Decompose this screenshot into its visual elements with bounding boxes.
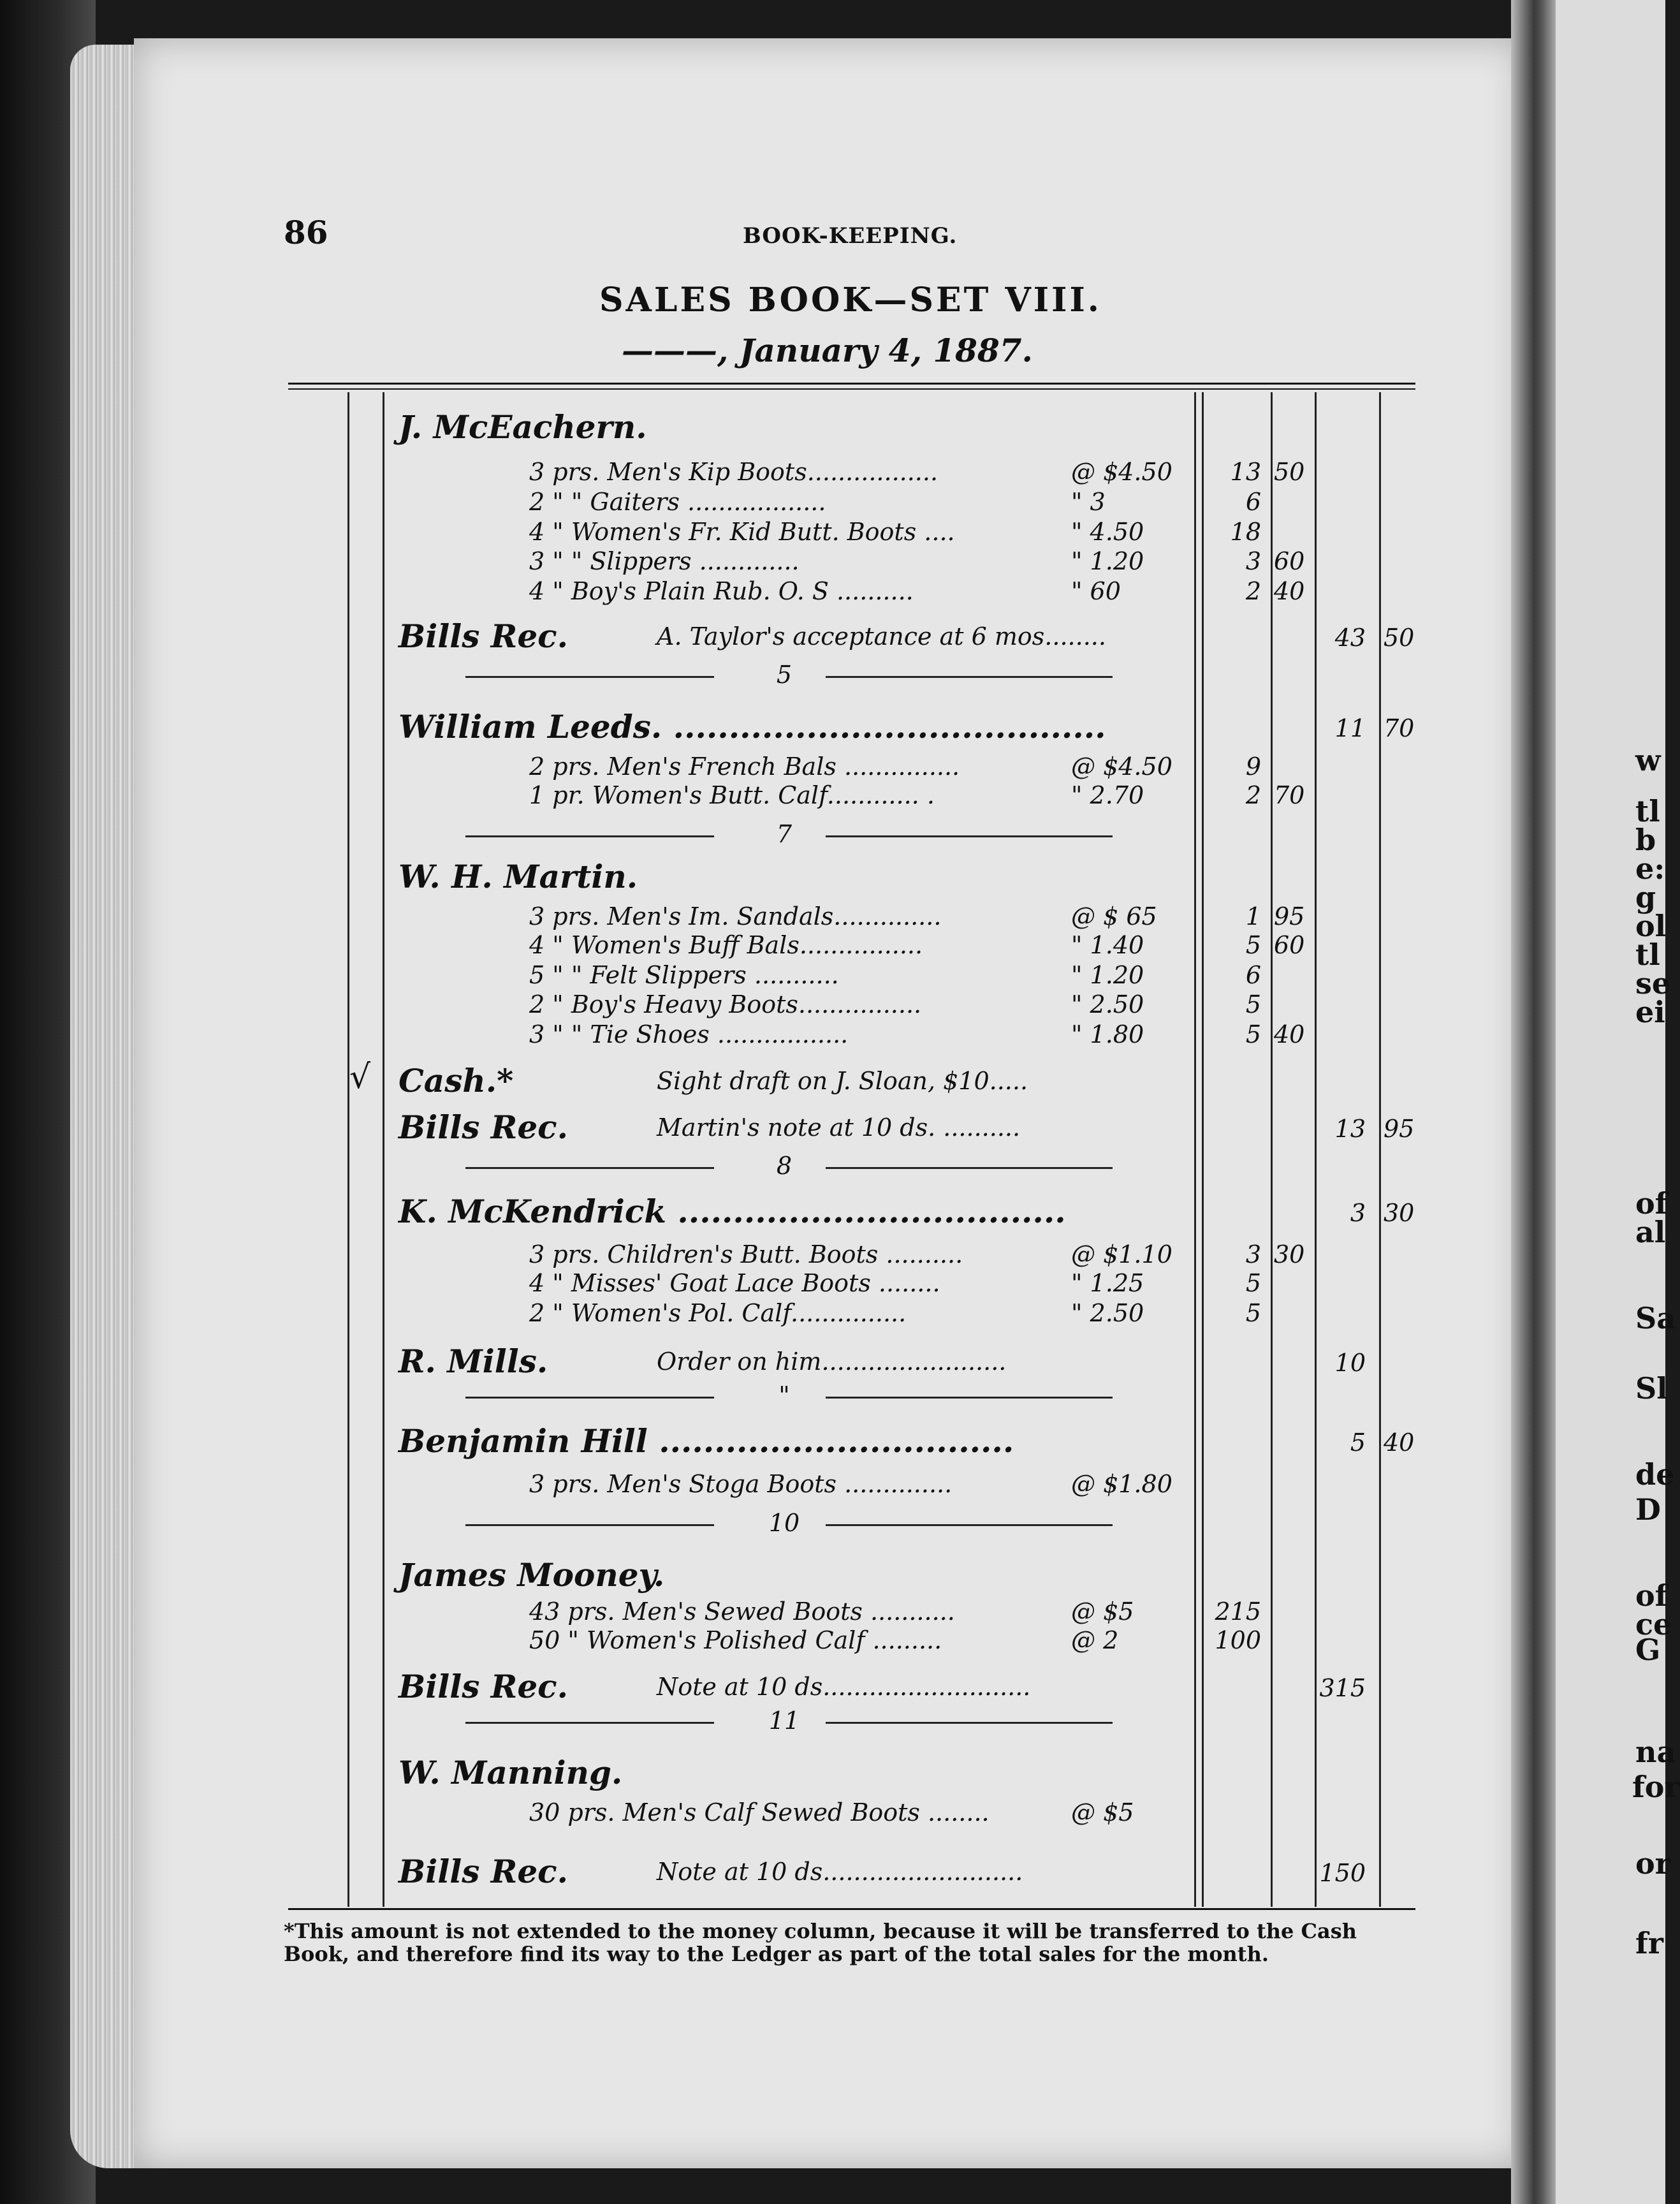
line-item-cents: 70 [1274,781,1305,809]
customer-name: J. McEachern. [398,408,647,446]
line-item-description: 30 prs. Men's Calf Sewed Boots ........ [529,1798,990,1826]
page-number: 86 [284,214,328,251]
customer-name: K. McKendrick ................................... [398,1193,1066,1230]
line-item-rate: @ $1.10 [1071,1240,1172,1268]
footnote: *This amount is not extended to the money column, because it will be transferred to the Cash Book, and therefore find its way to the Ledger as part of the total sales for the month. [284,1919,1357,1966]
account-name: Bills Rec. [398,1108,569,1146]
line-item-description: 2 " Boy's Heavy Boots................ [529,990,922,1018]
day-label: " [778,1381,790,1409]
line-item-description: 4 " Women's Buff Bals................ [529,931,923,959]
facing-page-fragment: Sl [1635,1371,1668,1406]
day-label: 11 [768,1707,800,1735]
day-label: 5 [776,661,793,689]
line-item-dollars: 6 [1245,961,1261,989]
line-item-dollars: 1 [1245,902,1261,930]
customer-name: Benjamin Hill ................................ [398,1422,1014,1460]
left-margin-rule-2 [383,392,384,1907]
line-item-description: 50 " Women's Polished Calf ......... [529,1626,942,1654]
customer-name: William Leeds. ....................................... [398,708,1106,746]
line-item-rate: " 1.20 [1071,961,1144,989]
account-name: Bills Rec. [398,617,569,655]
account-name: Bills Rec. [398,1853,569,1890]
account-name: R. Mills. [398,1342,548,1380]
line-item-description: 2 " " Gaiters .................. [529,488,826,516]
line-item-description: 3 " " Slippers ............. [529,547,800,575]
day-label: 7 [776,820,793,848]
line-item-cents: 60 [1274,931,1305,959]
customer-name: W. Manning. [398,1754,623,1791]
line-item-rate: " 60 [1071,577,1121,605]
day-separator [449,1154,1119,1180]
day-separator [449,1709,1119,1735]
customer-name: James Mooney. [398,1556,665,1594]
line-item-rate: @ $4.50 [1071,753,1172,781]
facing-page-fragment: w [1635,743,1661,777]
line-item-cents: 60 [1274,547,1305,575]
facing-page-fragment: se [1635,966,1671,1001]
line-item-dollars: 215 [1215,1598,1261,1626]
total-cents: 70 [1384,714,1415,742]
total-dollars: 10 [1334,1349,1366,1377]
facing-page-fragment: de [1635,1457,1675,1492]
facing-page-fragment: ei [1635,995,1665,1029]
day-separator [449,1381,1119,1409]
money-col-rule-1 [1194,392,1196,1907]
facing-page-fragment: for [1632,1770,1680,1804]
ledger-date: ———, January 4, 1887. [622,332,1033,369]
line-item-dollars: 18 [1230,518,1261,546]
facing-page-fragment: of [1635,1186,1668,1221]
money-col-rule-4 [1379,392,1381,1907]
line-item-description: 3 prs. Men's Stoga Boots .............. [529,1470,953,1498]
line-item-cents: 50 [1274,458,1305,486]
day-separator [449,820,1119,848]
total-cents: 50 [1384,624,1415,652]
line-item-rate: @ $5 [1071,1798,1134,1826]
line-item-dollars: 9 [1245,753,1261,781]
account-name: Cash.* [398,1062,514,1099]
table-bottom-rule [288,1908,1415,1910]
money-col-rule-1b [1202,392,1204,1907]
line-item-rate: " 1.80 [1071,1020,1144,1048]
line-item-description: 1 pr. Women's Butt. Calf............ . [529,781,935,809]
line-item-rate: " 1.20 [1071,547,1144,575]
total-dollars: 13 [1334,1115,1366,1143]
account-name: Bills Rec. [398,1668,569,1705]
facing-page-fragment: ce [1635,1607,1672,1642]
total-dollars: 3 [1350,1199,1366,1227]
line-item-description: 3 " " Tie Shoes ................. [529,1020,849,1048]
book-gutter [1511,0,1562,2204]
facing-page-fragment: of [1635,1578,1668,1613]
account-description: Sight draft on J. Sloan, $10..... [657,1067,1028,1095]
line-item-rate: " 1.25 [1071,1269,1144,1297]
line-item-description: 2 " Women's Pol. Calf............... [529,1299,907,1327]
line-item-rate: " 2.50 [1071,990,1144,1018]
line-item-cents: 95 [1274,902,1305,930]
account-description: Note at 10 ds.......................... [657,1858,1023,1886]
facing-page-fragment: fr [1635,1926,1664,1960]
day-label: 10 [768,1509,800,1537]
line-item-dollars: 5 [1245,990,1261,1018]
account-description: Martin's note at 10 ds. .......... [657,1113,1021,1142]
line-item-cents: 40 [1274,577,1305,605]
facing-page-fragment: or [1635,1846,1670,1881]
facing-page-fragment: tl [1635,937,1660,972]
ledger-title: SALES BOOK—SET VIII. [599,281,1102,320]
line-item-dollars: 5 [1245,931,1261,959]
facing-page-fragment: Sa [1635,1301,1676,1335]
posting-check-mark: √ [349,1058,371,1096]
facing-page-fragment: na [1635,1735,1676,1769]
line-item-description: 43 prs. Men's Sewed Boots ........... [529,1598,955,1626]
account-description: A. Taylor's acceptance at 6 mos........ [657,622,1106,650]
line-item-description: 5 " " Felt Slippers ........... [529,961,839,989]
line-item-dollars: 2 [1245,577,1261,605]
line-item-description: 4 " Women's Fr. Kid Butt. Boots .... [529,518,955,546]
total-dollars: 315 [1319,1674,1366,1702]
facing-page-fragment: G [1635,1633,1661,1667]
money-col-rule-2 [1271,392,1273,1907]
line-item-rate: " 4.50 [1071,518,1144,546]
line-item-rate: @ $4.50 [1071,458,1172,486]
account-description: Order on him........................ [657,1348,1007,1376]
table-top-rule-2 [288,388,1415,390]
total-dollars: 5 [1350,1429,1366,1457]
line-item-rate: " 2.50 [1071,1299,1144,1327]
line-item-rate: @ $1.80 [1071,1470,1172,1498]
day-label: 8 [776,1152,793,1180]
line-item-dollars: 5 [1245,1299,1261,1327]
left-margin-rule [347,392,349,1907]
running-head: BOOK-KEEPING. [743,223,958,249]
line-item-dollars: 3 [1245,547,1261,575]
total-cents: 95 [1384,1115,1415,1143]
line-item-description: 3 prs. Men's Im. Sandals.............. [529,902,942,930]
total-cents: 30 [1384,1199,1415,1227]
line-item-dollars: 2 [1245,781,1261,809]
facing-page-fragment: al [1635,1215,1666,1249]
table-top-rule [288,383,1415,385]
line-item-cents: 30 [1274,1240,1305,1268]
line-item-dollars: 5 [1245,1020,1261,1048]
day-separator [449,1511,1119,1537]
line-item-dollars: 13 [1230,458,1261,486]
facing-page-fragment: ol [1635,909,1667,943]
line-item-rate: " 2.70 [1071,781,1144,809]
line-item-rate: " 3 [1071,488,1106,516]
day-separator [449,663,1119,689]
account-description: Note at 10 ds........................... [657,1673,1031,1701]
line-item-rate: @ $ 65 [1071,902,1157,930]
total-cents: 40 [1384,1429,1415,1457]
customer-name: W. H. Martin. [398,858,638,895]
total-dollars: 150 [1319,1859,1366,1887]
line-item-dollars: 6 [1245,488,1261,516]
line-item-rate: @ 2 [1071,1626,1119,1654]
line-item-description: 2 prs. Men's French Bals ............... [529,753,960,781]
line-item-description: 4 " Boy's Plain Rub. O. S .......... [529,577,914,605]
line-item-description: 4 " Misses' Goat Lace Boots ........ [529,1269,940,1297]
facing-page-fragment: b [1635,823,1656,857]
facing-page-fragment: D [1635,1492,1661,1527]
line-item-dollars: 5 [1245,1269,1261,1297]
line-item-description: 3 prs. Men's Kip Boots................. [529,458,939,486]
line-item-dollars: 100 [1215,1626,1261,1654]
facing-page-fragment: e: [1635,851,1665,886]
line-item-rate: " 1.40 [1071,931,1144,959]
facing-page-fragment: g [1635,880,1656,915]
total-dollars: 43 [1334,624,1366,652]
line-item-cents: 40 [1274,1020,1305,1048]
line-item-rate: @ $5 [1071,1598,1134,1626]
line-item-description: 3 prs. Children's Butt. Boots .......... [529,1240,963,1268]
total-dollars: 11 [1334,714,1366,742]
line-item-dollars: 3 [1245,1240,1261,1268]
facing-page-fragment: tl [1635,794,1660,828]
